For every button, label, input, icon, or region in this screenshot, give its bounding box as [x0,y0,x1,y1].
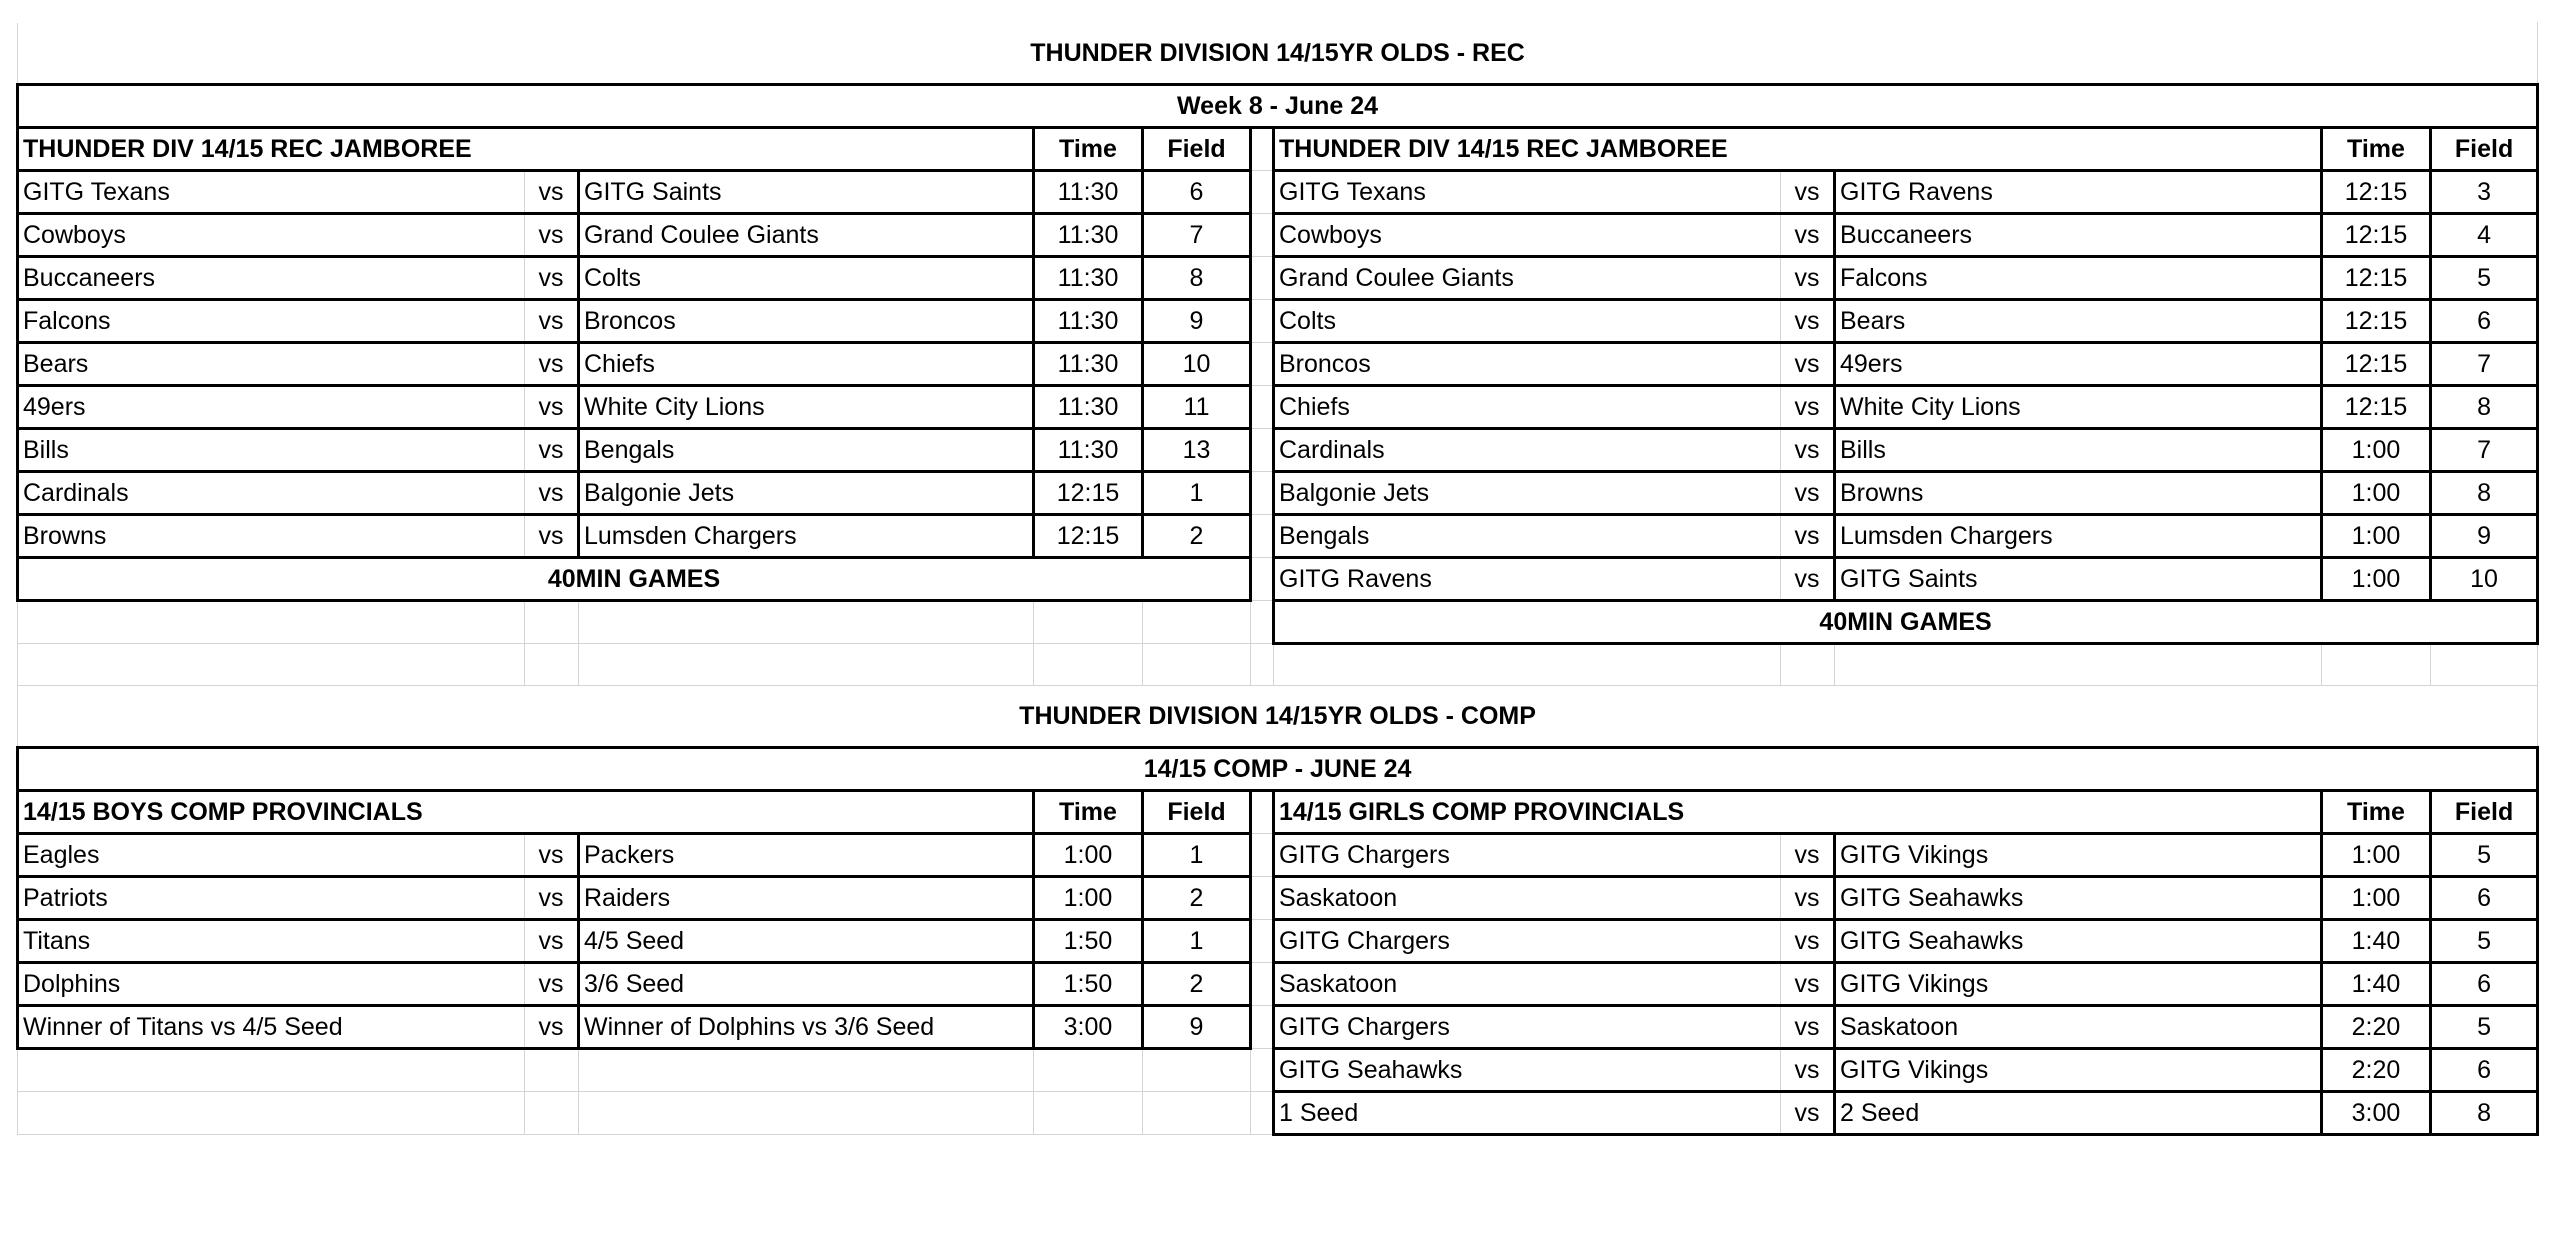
section-subtitle[interactable]: Week 8 - June 24 [18,85,2538,128]
home-team-cell[interactable]: Patriots [18,877,525,920]
away-team-cell[interactable]: 4/5 Seed [579,920,1034,963]
time-cell[interactable]: 1:50 [1034,963,1143,1006]
vs-cell[interactable]: vs [525,257,579,300]
empty-cell[interactable] [579,1049,1034,1092]
gap-cell[interactable] [1251,128,1274,171]
time-cell[interactable]: 12:15 [2322,386,2431,429]
away-team-cell[interactable]: 3/6 Seed [579,963,1034,1006]
field-cell[interactable]: 1 [1143,472,1251,515]
time-cell[interactable]: 1:40 [2322,920,2431,963]
away-team-cell[interactable]: Broncos [579,300,1034,343]
home-team-cell[interactable]: Dolphins [18,963,525,1006]
time-cell[interactable]: 11:30 [1034,343,1143,386]
time-cell[interactable]: 11:30 [1034,300,1143,343]
field-cell[interactable]: 8 [2431,1092,2538,1135]
field-cell[interactable]: 9 [2431,515,2538,558]
gap-cell[interactable] [1251,1049,1274,1092]
comp-game-row [18,834,2538,877]
empty-cell[interactable] [18,1049,525,1092]
gap-cell[interactable] [1251,963,1274,1006]
field-cell[interactable]: 9 [1143,300,1251,343]
home-team-cell[interactable]: Saskatoon [1274,877,1781,920]
gap-cell[interactable] [1251,601,1274,644]
rec-game-row [18,515,2538,558]
empty-cell[interactable] [1034,1049,1143,1092]
home-team-cell[interactable]: Winner of Titans vs 4/5 Seed [18,1006,525,1049]
time-cell[interactable]: 12:15 [2322,214,2431,257]
vs-cell[interactable]: vs [525,214,579,257]
vs-cell[interactable]: vs [1781,1049,1835,1092]
schedule-grid [16,22,2539,1136]
gap-cell[interactable] [1251,515,1274,558]
away-team-cell[interactable]: GITG Ravens [1835,171,2322,214]
vs-cell[interactable]: vs [1781,1092,1835,1135]
empty-cell[interactable] [525,1092,579,1135]
time-cell[interactable]: 12:15 [2322,300,2431,343]
time-cell[interactable]: 1:00 [2322,429,2431,472]
section-header[interactable]: THUNDER DIV 14/15 REC JAMBOREE [18,128,1034,171]
away-team-cell[interactable]: Lumsden Chargers [1835,515,2322,558]
gap-cell[interactable] [1251,300,1274,343]
comp-game-row [18,877,2538,920]
time-column-header[interactable]: Time [1034,128,1143,171]
gap-cell[interactable] [1251,834,1274,877]
vs-cell[interactable]: vs [1781,214,1835,257]
gap-cell[interactable] [1251,386,1274,429]
home-team-cell[interactable]: Cowboys [1274,214,1781,257]
time-cell[interactable]: 1:50 [1034,920,1143,963]
empty-cell[interactable] [18,601,525,644]
field-cell[interactable]: 8 [2431,472,2538,515]
field-cell[interactable]: 10 [1143,343,1251,386]
time-cell[interactable]: 11:30 [1034,171,1143,214]
time-cell[interactable]: 12:15 [1034,515,1143,558]
vs-cell[interactable]: vs [1781,171,1835,214]
rec-subtitle-row [18,85,2538,128]
comp-game-row [18,963,2538,1006]
home-team-cell[interactable]: GITG Chargers [1274,1006,1781,1049]
section-subtitle[interactable]: 14/15 COMP - JUNE 24 [18,748,2538,791]
field-cell[interactable]: 13 [1143,429,1251,472]
vs-cell[interactable]: vs [525,834,579,877]
time-cell[interactable]: 11:30 [1034,386,1143,429]
time-cell[interactable]: 1:00 [1034,834,1143,877]
time-cell[interactable]: 1:00 [2322,472,2431,515]
field-cell[interactable]: 3 [2431,171,2538,214]
vs-cell[interactable]: vs [525,963,579,1006]
vs-cell[interactable]: vs [1781,300,1835,343]
home-team-cell[interactable]: Bears [18,343,525,386]
field-cell[interactable]: 8 [1143,257,1251,300]
away-team-cell[interactable]: Winner of Dolphins vs 3/6 Seed [579,1006,1034,1049]
field-cell[interactable]: 9 [1143,1006,1251,1049]
away-team-cell[interactable]: GITG Vikings [1835,834,2322,877]
section-title[interactable]: THUNDER DIVISION 14/15YR OLDS - COMP [18,686,2538,748]
vs-cell[interactable]: vs [525,920,579,963]
empty-cell[interactable] [1143,1092,1251,1135]
home-team-cell[interactable]: Titans [18,920,525,963]
home-team-cell[interactable]: Cowboys [18,214,525,257]
time-cell[interactable]: 12:15 [2322,343,2431,386]
note-cell[interactable]: 40MIN GAMES [1274,601,2538,644]
field-cell[interactable]: 1 [1143,920,1251,963]
field-cell[interactable]: 5 [2431,1006,2538,1049]
away-team-cell[interactable]: Chiefs [579,343,1034,386]
empty-cell[interactable] [525,601,579,644]
vs-cell[interactable]: vs [1781,386,1835,429]
home-team-cell[interactable]: Browns [18,515,525,558]
empty-cell[interactable] [2431,644,2538,686]
away-team-cell[interactable]: Balgonie Jets [579,472,1034,515]
time-cell[interactable]: 12:15 [2322,257,2431,300]
time-cell[interactable]: 1:40 [2322,963,2431,1006]
gap-cell[interactable] [1251,920,1274,963]
home-team-cell[interactable]: Balgonie Jets [1274,472,1781,515]
field-cell[interactable]: 2 [1143,877,1251,920]
away-team-cell[interactable]: 2 Seed [1835,1092,2322,1135]
time-cell[interactable]: 3:00 [2322,1092,2431,1135]
time-column-header[interactable]: Time [2322,128,2431,171]
away-team-cell[interactable]: 49ers [1835,343,2322,386]
vs-cell[interactable]: vs [1781,834,1835,877]
comp-subtitle-row [18,748,2538,791]
home-team-cell[interactable]: Colts [1274,300,1781,343]
field-cell[interactable]: 8 [2431,386,2538,429]
gap-cell[interactable] [1251,472,1274,515]
comp-title-row [18,686,2538,748]
rec-game-row [18,558,2538,601]
away-team-cell[interactable]: Packers [579,834,1034,877]
field-column-header[interactable]: Field [1143,128,1251,171]
rec-game-row [18,343,2538,386]
field-cell[interactable]: 7 [1143,214,1251,257]
comp-game-row [18,1006,2538,1049]
away-team-cell[interactable]: GITG Vikings [1835,963,2322,1006]
away-team-cell[interactable]: GITG Saints [1835,558,2322,601]
empty-cell[interactable] [1835,644,2322,686]
rec-game-row [18,601,2538,644]
time-cell[interactable]: 1:00 [1034,877,1143,920]
home-team-cell[interactable]: GITG Chargers [1274,834,1781,877]
empty-cell[interactable] [1274,644,1781,686]
field-column-header[interactable]: Field [2431,791,2538,834]
vs-cell[interactable]: vs [1781,429,1835,472]
vs-cell[interactable]: vs [525,877,579,920]
field-cell[interactable]: 7 [2431,429,2538,472]
vs-cell[interactable]: vs [1781,257,1835,300]
rec-game-row [18,171,2538,214]
empty-cell[interactable] [1143,644,1251,686]
vs-cell[interactable]: vs [1781,343,1835,386]
rec-game-row [18,300,2538,343]
home-team-cell[interactable]: GITG Ravens [1274,558,1781,601]
vs-cell[interactable]: vs [525,472,579,515]
time-cell[interactable]: 2:20 [2322,1006,2431,1049]
time-cell[interactable]: 12:15 [2322,171,2431,214]
away-team-cell[interactable]: Falcons [1835,257,2322,300]
comp-header-row [18,791,2538,834]
section-header[interactable]: 14/15 GIRLS COMP PROVINCIALS [1274,791,2322,834]
home-team-cell[interactable]: GITG Seahawks [1274,1049,1781,1092]
rec-game-row [18,644,2538,686]
gap-cell[interactable] [1251,558,1274,601]
home-team-cell[interactable]: Grand Coulee Giants [1274,257,1781,300]
gap-cell[interactable] [1251,257,1274,300]
section-header[interactable]: THUNDER DIV 14/15 REC JAMBOREE [1274,128,2322,171]
away-team-cell[interactable]: GITG Vikings [1835,1049,2322,1092]
vs-cell[interactable]: vs [525,343,579,386]
vs-cell[interactable]: vs [525,429,579,472]
home-team-cell[interactable]: Falcons [18,300,525,343]
empty-cell[interactable] [1781,644,1835,686]
time-cell[interactable]: 3:00 [1034,1006,1143,1049]
field-cell[interactable]: 2 [1143,515,1251,558]
rec-game-row [18,257,2538,300]
time-cell[interactable]: 12:15 [1034,472,1143,515]
comp-game-row [18,1092,2538,1135]
home-team-cell[interactable]: GITG Chargers [1274,920,1781,963]
vs-cell[interactable]: vs [525,1006,579,1049]
field-cell[interactable]: 6 [2431,1049,2538,1092]
home-team-cell[interactable]: Bengals [1274,515,1781,558]
gap-cell[interactable] [1251,644,1274,686]
away-team-cell[interactable]: Buccaneers [1835,214,2322,257]
empty-cell[interactable] [18,1092,525,1135]
empty-cell[interactable] [1034,1092,1143,1135]
field-cell[interactable]: 7 [2431,343,2538,386]
time-column-header[interactable]: Time [1034,791,1143,834]
vs-cell[interactable]: vs [1781,472,1835,515]
gap-cell[interactable] [1251,877,1274,920]
time-cell[interactable]: 1:00 [2322,877,2431,920]
away-team-cell[interactable]: GITG Seahawks [1835,920,2322,963]
time-cell[interactable]: 2:20 [2322,1049,2431,1092]
empty-cell[interactable] [1034,644,1143,686]
field-column-header[interactable]: Field [2431,128,2538,171]
away-team-cell[interactable]: Colts [579,257,1034,300]
vs-cell[interactable]: vs [1781,920,1835,963]
field-cell[interactable]: 5 [2431,257,2538,300]
schedule-sheet [16,22,2536,1136]
vs-cell[interactable]: vs [1781,515,1835,558]
time-cell[interactable]: 11:30 [1034,429,1143,472]
vs-cell[interactable]: vs [1781,1006,1835,1049]
comp-game-row [18,1049,2538,1092]
field-cell[interactable]: 6 [2431,963,2538,1006]
time-cell[interactable]: 1:00 [2322,515,2431,558]
away-team-cell[interactable]: White City Lions [579,386,1034,429]
home-team-cell[interactable]: Cardinals [1274,429,1781,472]
rec-game-row [18,214,2538,257]
time-cell[interactable]: 1:00 [2322,558,2431,601]
gap-cell[interactable] [1251,429,1274,472]
away-team-cell[interactable]: Bears [1835,300,2322,343]
home-team-cell[interactable]: 1 Seed [1274,1092,1781,1135]
time-column-header[interactable]: Time [2322,791,2431,834]
empty-cell[interactable] [18,644,525,686]
away-team-cell[interactable]: Grand Coulee Giants [579,214,1034,257]
time-cell[interactable]: 11:30 [1034,214,1143,257]
home-team-cell[interactable]: Eagles [18,834,525,877]
field-cell[interactable]: 6 [2431,300,2538,343]
gap-cell[interactable] [1251,343,1274,386]
home-team-cell[interactable]: Cardinals [18,472,525,515]
vs-cell[interactable]: vs [525,300,579,343]
away-team-cell[interactable]: Lumsden Chargers [579,515,1034,558]
time-cell[interactable]: 11:30 [1034,257,1143,300]
home-team-cell[interactable]: Broncos [1274,343,1781,386]
rec-game-row [18,429,2538,472]
empty-cell[interactable] [525,644,579,686]
vs-cell[interactable]: vs [525,386,579,429]
away-team-cell[interactable]: Raiders [579,877,1034,920]
field-cell[interactable]: 6 [2431,877,2538,920]
home-team-cell[interactable]: Bills [18,429,525,472]
empty-cell[interactable] [1143,1049,1251,1092]
empty-cell[interactable] [579,1092,1034,1135]
field-cell[interactable]: 5 [2431,920,2538,963]
home-team-cell[interactable]: Saskatoon [1274,963,1781,1006]
field-cell[interactable]: 1 [1143,834,1251,877]
away-team-cell[interactable]: Browns [1835,472,2322,515]
away-team-cell[interactable]: White City Lions [1835,386,2322,429]
gap-cell[interactable] [1251,171,1274,214]
comp-game-row [18,920,2538,963]
vs-cell[interactable]: vs [525,171,579,214]
field-cell[interactable]: 11 [1143,386,1251,429]
note-cell[interactable]: 40MIN GAMES [18,558,1251,601]
time-cell[interactable]: 1:00 [2322,834,2431,877]
empty-cell[interactable] [2322,644,2431,686]
home-team-cell[interactable]: GITG Texans [18,171,525,214]
vs-cell[interactable]: vs [1781,877,1835,920]
empty-cell[interactable] [579,644,1034,686]
field-cell[interactable]: 6 [1143,171,1251,214]
home-team-cell[interactable]: Buccaneers [18,257,525,300]
gap-cell[interactable] [1251,214,1274,257]
empty-cell[interactable] [1034,601,1143,644]
rec-title-row [18,23,2538,85]
field-column-header[interactable]: Field [1143,791,1251,834]
field-cell[interactable]: 10 [2431,558,2538,601]
gap-cell[interactable] [1251,1092,1274,1135]
vs-cell[interactable]: vs [525,515,579,558]
away-team-cell[interactable]: Bills [1835,429,2322,472]
empty-cell[interactable] [579,601,1034,644]
rec-game-row [18,386,2538,429]
rec-header-row [18,128,2538,171]
gap-cell[interactable] [1251,1006,1274,1049]
gap-cell[interactable] [1251,791,1274,834]
home-team-cell[interactable]: 49ers [18,386,525,429]
empty-cell[interactable] [525,1049,579,1092]
field-cell[interactable]: 4 [2431,214,2538,257]
away-team-cell[interactable]: Saskatoon [1835,1006,2322,1049]
section-header[interactable]: 14/15 BOYS COMP PROVINCIALS [18,791,1034,834]
home-team-cell[interactable]: Chiefs [1274,386,1781,429]
section-title[interactable]: THUNDER DIVISION 14/15YR OLDS - REC [18,23,2538,85]
rec-game-row [18,472,2538,515]
away-team-cell[interactable]: GITG Saints [579,171,1034,214]
home-team-cell[interactable]: GITG Texans [1274,171,1781,214]
away-team-cell[interactable]: GITG Seahawks [1835,877,2322,920]
away-team-cell[interactable]: Bengals [579,429,1034,472]
vs-cell[interactable]: vs [1781,558,1835,601]
field-cell[interactable]: 2 [1143,963,1251,1006]
empty-cell[interactable] [1143,601,1251,644]
field-cell[interactable]: 5 [2431,834,2538,877]
vs-cell[interactable]: vs [1781,963,1835,1006]
